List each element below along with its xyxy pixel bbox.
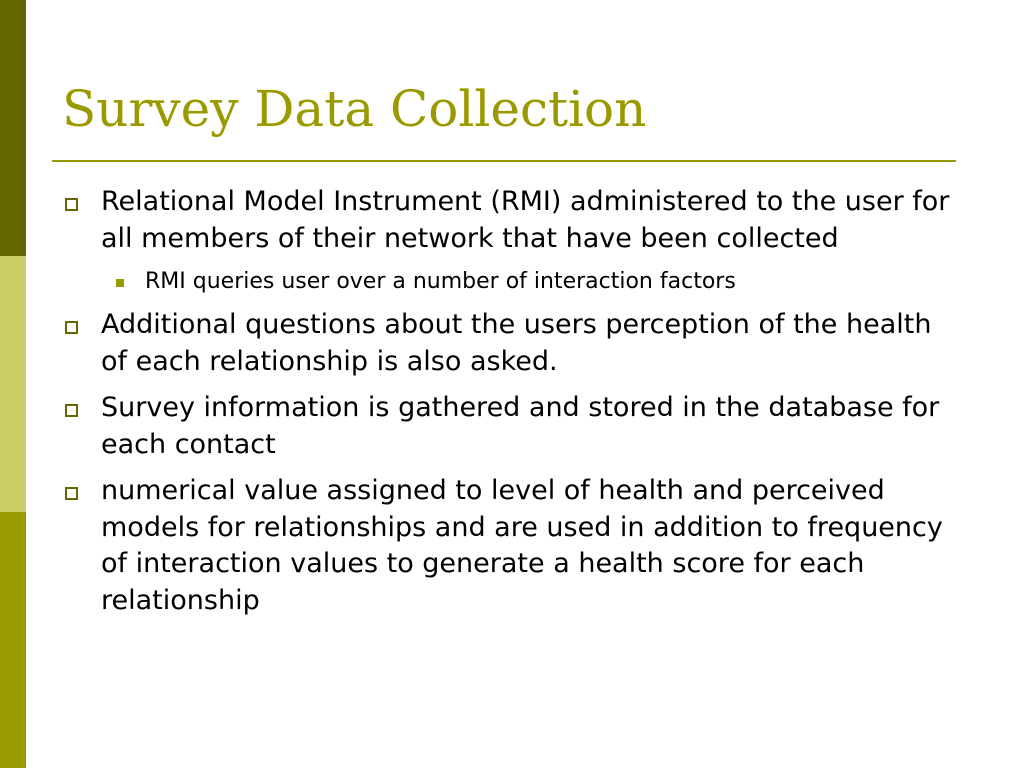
slide-title: Survey Data Collection [62,80,647,138]
bullet-item [64,473,964,619]
slide-body [64,184,964,629]
bullet-item [64,184,964,257]
bullet-text: Relational Model Instrument (RMI) administered to the user for all members of their network that have been collected [101,186,950,254]
side-accent-bar [0,0,26,768]
sub-bullet-item [64,267,964,297]
title-divider [52,160,956,162]
hollow-square-bullet-icon [65,487,78,500]
hollow-square-bullet-icon [65,321,78,334]
side-bar-segment-dark [0,0,26,256]
bullet-text: numerical value assigned to level of health and perceived models for relationships and are used in addition to frequency of interaction values to generate a health score for each relationship [101,475,943,616]
bullet-text: Additional questions about the users perception of the health of each relationship is also asked. [101,309,932,377]
bullet-item [64,390,964,463]
side-bar-segment-light [0,256,26,512]
hollow-square-bullet-icon [65,198,78,211]
side-bar-segment-olive [0,512,26,768]
bullet-text: Survey information is gathered and stored in the database for each contact [101,392,940,460]
sub-bullet-text: RMI queries user over a number of interaction factors [145,269,736,294]
hollow-square-bullet-icon [65,404,78,417]
bullet-item [64,307,964,380]
filled-square-bullet-icon [116,279,124,287]
